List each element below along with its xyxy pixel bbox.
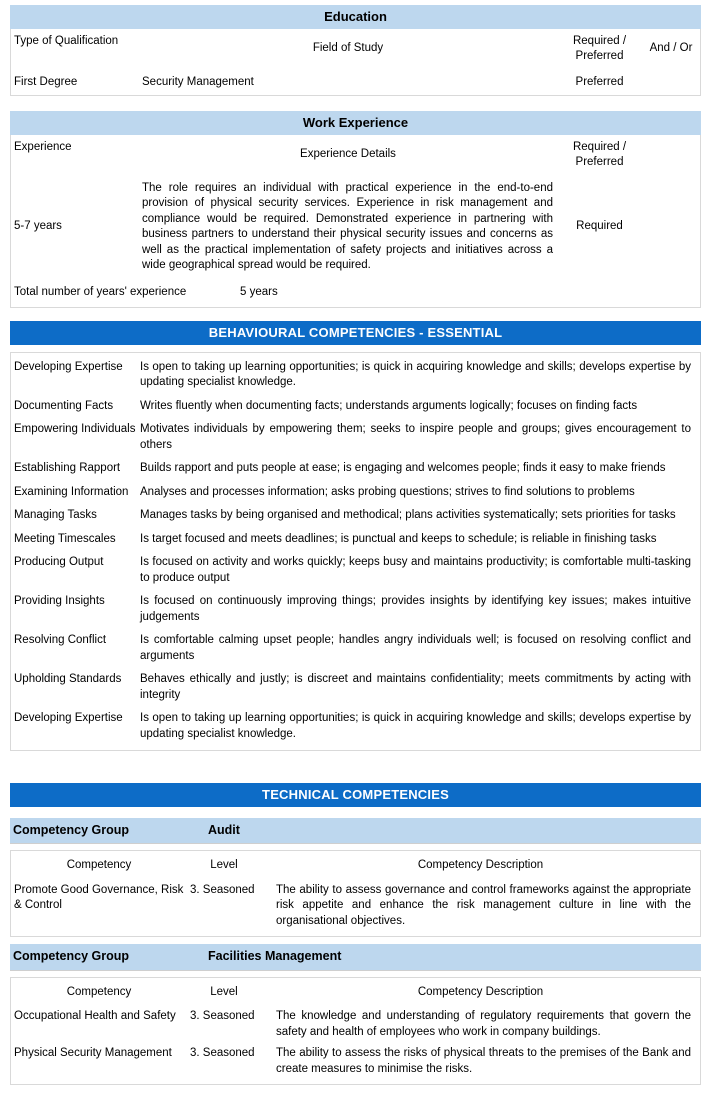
work-experience-section-header [10, 111, 701, 135]
technical-competency-value: Promote Good Governance, Risk & Control [14, 883, 184, 911]
behavioural-row [11, 457, 700, 481]
work-experience-table [10, 135, 701, 309]
competency-label: Managing Tasks [14, 509, 97, 521]
education-col-andor: And / Or [649, 42, 693, 55]
competency-description: Motivates individuals by empowering them; seeks to inspire people and groups; gives encouragement to others [140, 423, 691, 451]
competency-description: Behaves ethically and justly; is discreet and maintains confidentiality; meets commitments by acting with integrity [140, 673, 691, 701]
work-experience-col-experience: Experience [14, 140, 72, 153]
technical-table-facilities [10, 977, 701, 1086]
technical-col-level: Level [210, 859, 238, 871]
behavioural-row [11, 356, 700, 395]
education-row [11, 70, 700, 96]
technical-group-audit [10, 818, 701, 938]
competency-description: Is focused on continuously improving things; provides insights by identifying key issues; makes intuitive judgements [140, 595, 691, 623]
education-andor-value [642, 70, 700, 96]
behavioural-row [11, 707, 700, 746]
competency-description: Is focused on activity and works quickly; keeps busy and maintains productivity; is comfortable multi-tasking to produce output [140, 556, 691, 584]
technical-description-value: The ability to assess governance and control frameworks against the appropriate risk appetite and enhance the risk management culture in line with the organisational objectives. [276, 883, 691, 927]
competency-label: Providing Insights [14, 595, 105, 607]
technical-row [11, 880, 700, 933]
education-section [10, 5, 701, 96]
education-required-value: Preferred [575, 75, 624, 88]
competency-group-name: Audit [208, 822, 240, 837]
technical-competency-value: Physical Security Management [14, 1047, 172, 1059]
competency-description: Analyses and processes information; asks probing questions; strives to find solutions to problems [140, 485, 635, 498]
competency-description: Writes fluently when documenting facts; understands arguments logically; focuses on finding facts [140, 399, 638, 412]
technical-description-value: The ability to assess the risks of physical threats to the premises of the Bank and create measures to minimise the risks. [276, 1047, 691, 1075]
competency-group-name: Facilities Management [208, 949, 342, 963]
total-experience-label: Total number of years' experience [14, 285, 187, 298]
behavioural-row [11, 504, 700, 528]
work-experience-col-spacer [642, 135, 700, 176]
work-experience-col-required: Required / Preferred [572, 140, 627, 168]
behavioural-row [11, 668, 700, 707]
education-field-value: Security Management [142, 75, 254, 88]
education-title: Education [324, 9, 387, 24]
work-experience-title: Work Experience [302, 115, 409, 130]
competency-description: Is open to taking up learning opportunities; is quick in acquiring knowledge and skills; develops expertise by updating specialist knowledge. [140, 360, 691, 388]
behavioural-title: BEHAVIOURAL COMPETENCIES - ESSENTIAL [208, 325, 503, 340]
experience-required-value: Required [576, 220, 623, 233]
competency-group-label: Competency Group [13, 949, 129, 963]
education-col-required: Required / Preferred [572, 34, 627, 62]
technical-row [11, 1006, 700, 1043]
behavioural-row [11, 395, 700, 419]
technical-level-value: 3. Seasoned [190, 1047, 255, 1059]
competency-description: Is comfortable calming upset people; handles angry individuals well; is focused on resolving conflict and arguments [140, 634, 691, 662]
technical-competency-value: Occupational Health and Safety [14, 1010, 176, 1022]
technical-table-audit [10, 850, 701, 937]
total-experience-row [11, 279, 700, 308]
behavioural-row [11, 590, 700, 629]
behavioural-row [11, 629, 700, 668]
technical-competencies-section [10, 783, 701, 1085]
education-header-row [11, 29, 700, 70]
education-col-qualification: Type of Qualification [14, 34, 119, 47]
competency-label: Empowering Individuals [14, 423, 136, 435]
competency-label: Resolving Conflict [14, 634, 107, 646]
experience-spacer-cell [642, 176, 700, 279]
behavioural-section-header [10, 321, 701, 345]
technical-section-header [10, 783, 701, 807]
competency-description: Is open to taking up learning opportunities; is quick in acquiring knowledge and skills; develops expertise by updating specialist knowledge. [140, 712, 691, 740]
technical-description-value: The knowledge and understanding of regulatory requirements that govern the safety and health of employees who work in company buildings. [276, 1010, 691, 1038]
total-experience-value: 5 years [240, 285, 278, 298]
competency-description: Is target focused and meets deadlines; is punctual and keeps to schedule; is reliable in finishing tasks [140, 532, 657, 545]
competency-label: Producing Output [14, 556, 104, 568]
education-table [10, 29, 701, 97]
education-section-header [10, 5, 701, 29]
competency-description: Builds rapport and puts people at ease; is engaging and welcomes people; finds it easy to make friends [140, 462, 666, 474]
work-experience-row [11, 176, 700, 279]
work-experience-col-details: Experience Details [300, 148, 396, 161]
behavioural-table [10, 352, 701, 752]
behavioural-competencies-section [10, 321, 701, 751]
technical-col-competency: Competency [66, 985, 132, 998]
competency-label: Establishing Rapport [14, 462, 121, 474]
behavioural-row [11, 528, 700, 552]
technical-col-level: Level [210, 985, 238, 998]
technical-header-row [11, 980, 700, 1007]
competency-description: Manages tasks by being organised and methodical; plans activities systematically; sets priorities for tasks [140, 509, 676, 521]
behavioural-row [11, 481, 700, 505]
technical-level-value: 3. Seasoned [190, 1010, 255, 1022]
competency-label: Developing Expertise [14, 360, 123, 373]
competency-label: Meeting Timescales [14, 532, 116, 545]
technical-col-description: Competency Description [417, 859, 544, 871]
technical-title: TECHNICAL COMPETENCIES [262, 787, 449, 802]
technical-row [11, 1043, 700, 1080]
education-qualification-value: First Degree [14, 75, 78, 88]
technical-group-facilities-management [10, 944, 701, 1085]
technical-col-competency: Competency [66, 859, 132, 871]
competency-label: Examining Information [14, 485, 129, 498]
competency-label: Documenting Facts [14, 399, 114, 412]
competency-label: Developing Expertise [14, 712, 123, 724]
experience-years-value: 5-7 years [14, 220, 62, 233]
behavioural-row [11, 551, 700, 590]
competency-label: Upholding Standards [14, 673, 122, 685]
technical-header-row [11, 853, 700, 880]
experience-details-value: The role requires an individual with practical experience in the end-to-end provision of physical security services. Experience in risk management and compliance would be required. Demonstrated experience in partnering with business partners to understand their physical security issues and concerns as well as the practical implementation of safety projects and initiatives across a wide geographical spread would be required. [142, 181, 553, 271]
technical-col-description: Competency Description [417, 985, 544, 998]
technical-level-value: 3. Seasoned [190, 883, 255, 896]
work-experience-header-row [11, 135, 700, 176]
behavioural-row [11, 418, 700, 457]
competency-group-bar [10, 818, 701, 845]
work-experience-section [10, 111, 701, 308]
education-col-field: Field of Study [312, 42, 384, 55]
competency-group-label: Competency Group [13, 822, 129, 837]
